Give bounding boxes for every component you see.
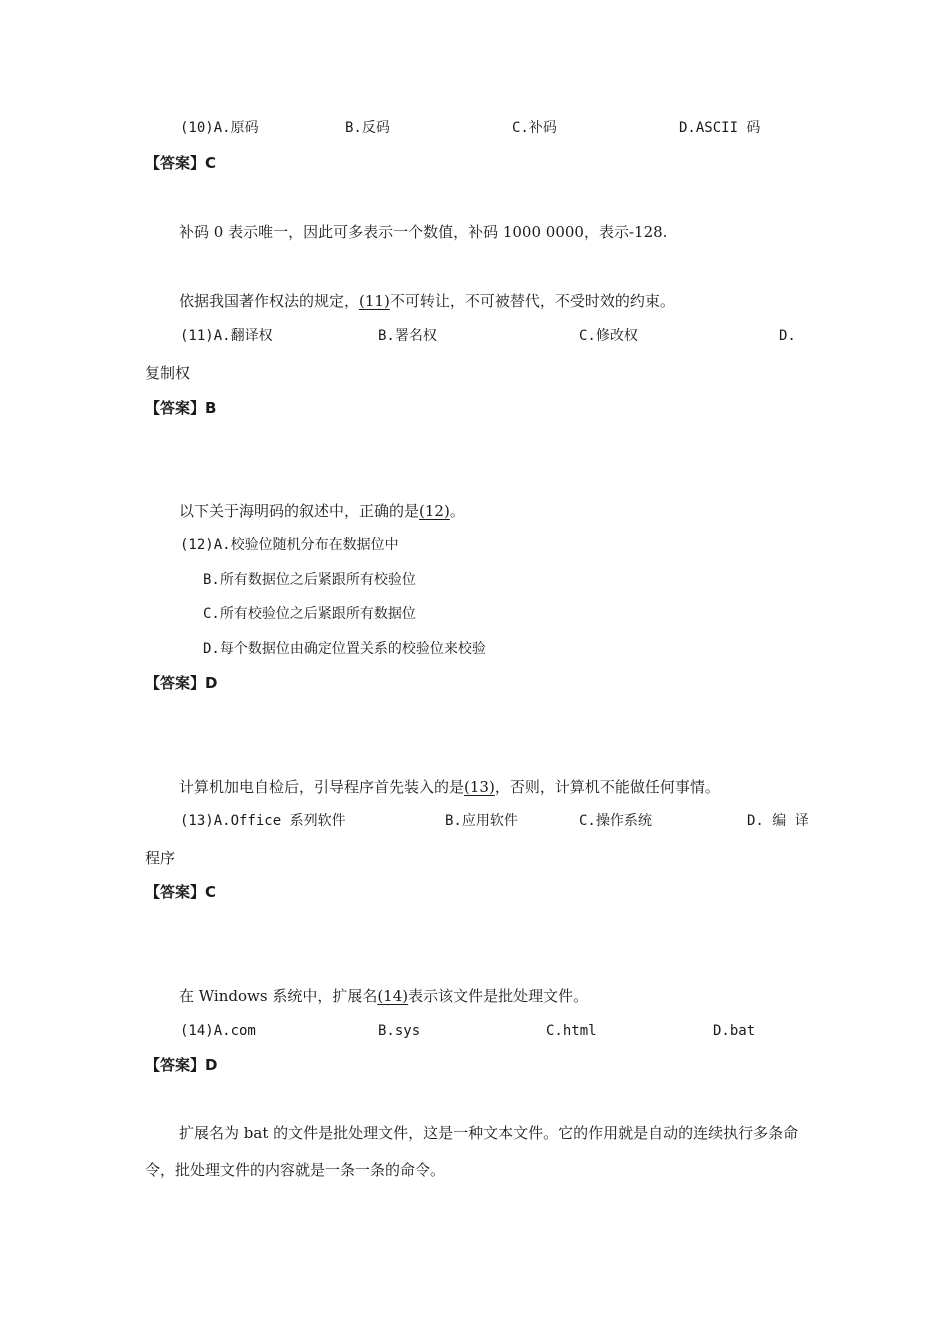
- q13-stem-tail: ，否则，计算机不能做任何事情。: [494, 778, 720, 796]
- answer-letter: C: [205, 883, 217, 901]
- q10-option-a: (10)A.原码: [180, 120, 259, 136]
- q14-stem-tail: 表示该文件是批处理文件。: [408, 987, 589, 1005]
- answer-label: 【答案】: [145, 883, 206, 901]
- q13-option-c: C.操作系统: [579, 813, 652, 829]
- q13-option-d: D. 编 译: [747, 813, 809, 829]
- q13-answer: [145, 882, 216, 902]
- answer-letter: D: [205, 674, 218, 692]
- q12-answer: [145, 673, 217, 693]
- q10-option-b: B.反码: [345, 120, 390, 136]
- q11-stem-tail: 不可转让，不可被替代，不受时效的约束。: [389, 292, 675, 310]
- q11-option-c: C.修改权: [579, 328, 638, 344]
- q13-option-b: B.应用软件: [445, 813, 518, 829]
- q11-blank: (11): [359, 292, 390, 310]
- q12-option-a: (12)A.校验位随机分布在数据位中: [180, 537, 399, 553]
- answer-label: 【答案】: [145, 399, 206, 417]
- q11-option-d-wrap: 复制权: [145, 364, 191, 382]
- answer-label: 【答案】: [145, 154, 206, 172]
- q11-stem: [179, 291, 675, 311]
- answer-label: 【答案】: [145, 674, 206, 692]
- answer-letter: B: [205, 399, 217, 417]
- q13-option-a: (13)A.Office 系列软件: [180, 813, 346, 829]
- q14-blank: (14): [377, 987, 409, 1005]
- q10-option-d: D.ASCII 码: [679, 120, 761, 136]
- q11-option-a: (11)A.翻译权: [180, 328, 273, 344]
- q14-explanation: 扩展名为 bat 的文件是批处理文件，这是一种文本文件。它的作用就是自动的连续执行多条命令，批处理文件的内容就是一条一条的命令。: [145, 1124, 799, 1179]
- q14-stem: [179, 986, 588, 1006]
- q11-option-b: B.署名权: [378, 328, 437, 344]
- q13-option-d-wrap: 程序: [145, 849, 176, 867]
- q12-stem-text: 以下关于海明码的叙述中，正确的是: [179, 502, 420, 520]
- q14-option-a: (14)A.com: [180, 1023, 256, 1039]
- q13-blank: (13): [464, 778, 495, 796]
- q12-option-d: D.每个数据位由确定位置关系的校验位来校验: [203, 641, 486, 657]
- q14-option-c: C.html: [546, 1023, 597, 1039]
- q14-stem-text: 在 Windows 系统中，扩展名: [179, 987, 378, 1005]
- q11-option-d: D.: [779, 328, 796, 344]
- q11-stem-text: 依据我国著作权法的规定，: [179, 292, 360, 310]
- q10-option-c: C.补码: [512, 120, 557, 136]
- q12-stem-tail: 。: [449, 502, 465, 520]
- q12-option-c: C.所有校验位之后紧跟所有数据位: [203, 606, 416, 622]
- q11-answer: [145, 398, 216, 418]
- q12-stem: [179, 501, 465, 521]
- q10-answer: [145, 153, 216, 173]
- q12-option-b: B.所有数据位之后紧跟所有校验位: [203, 572, 416, 588]
- q14-option-d: D.bat: [713, 1023, 756, 1039]
- q10-explanation: 补码 0 表示唯一，因此可多表示一个数值，补码 1000 0000，表示-128.: [179, 223, 668, 241]
- q13-stem: [179, 777, 720, 797]
- answer-label: 【答案】: [145, 1056, 206, 1074]
- q12-blank: (12): [419, 502, 450, 520]
- q14-answer: [145, 1055, 217, 1075]
- answer-letter: D: [205, 1056, 218, 1074]
- q13-stem-text: 计算机加电自检后，引导程序首先装入的是: [179, 778, 465, 796]
- answer-letter: C: [205, 154, 217, 172]
- q14-option-b: B.sys: [378, 1023, 421, 1039]
